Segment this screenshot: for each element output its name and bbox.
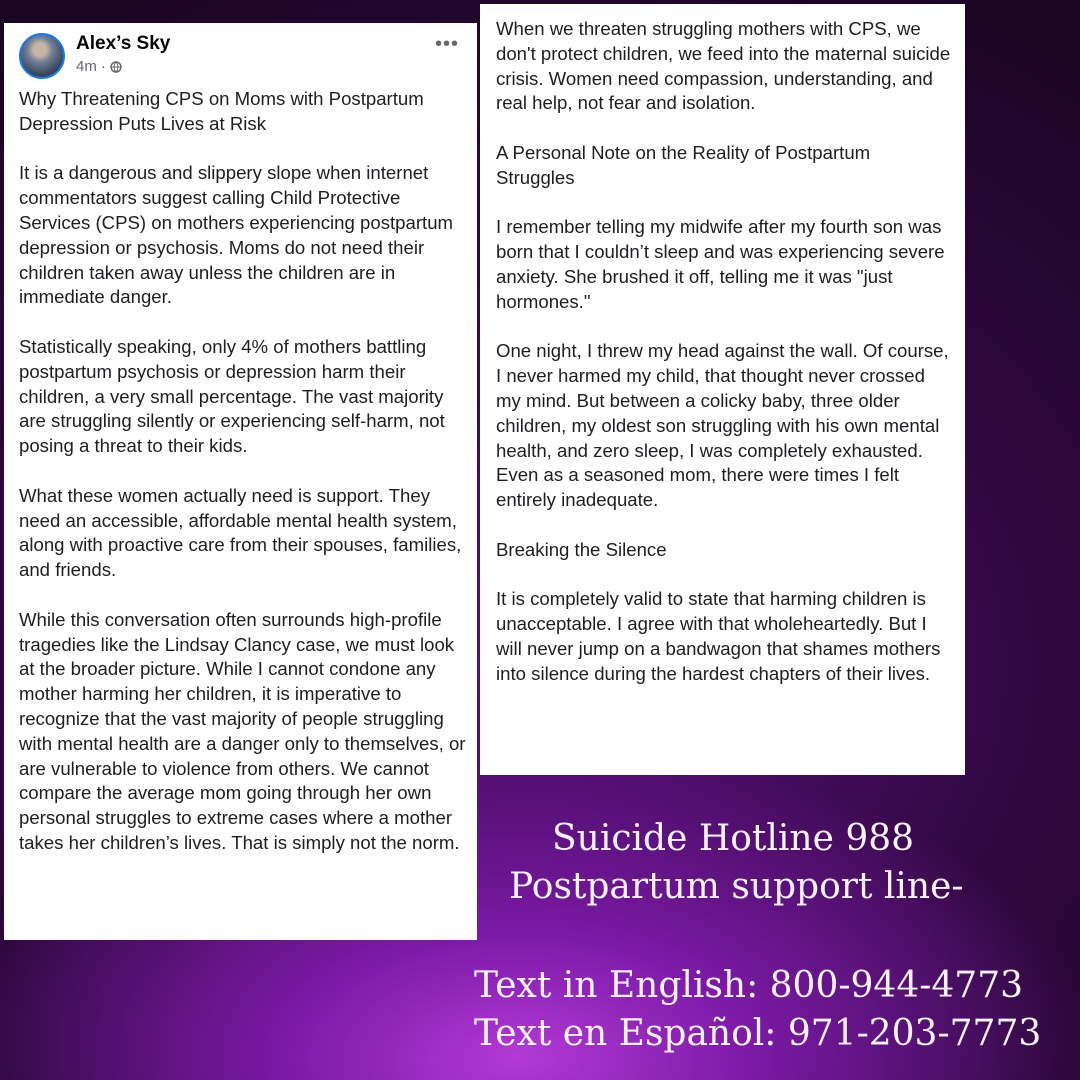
post-paragraph: It is completely valid to state that harming children is unacceptable. I agree with that wholeheartedly. But I will never jump on a bandwagon that shames mothers into silence during the hardest chapters of their lives. (496, 588, 941, 684)
post-paragraph: I remember telling my midwife after my fourth son was born that I couldn’t sleep and was experiencing severe anxiety. She brushed it off, telling me it was "just hormones." (496, 216, 945, 312)
post-body-left (19, 87, 467, 856)
postpartum-line-caption: Postpartum support line- (509, 866, 964, 907)
post-card-right (480, 4, 965, 775)
post-paragraph: One night, I threw my head against the wall. Of course, I never harmed my child, that thought never crossed my mind. But between a colicky baby, three older children, my oldest son struggling with his own mental health, and zero sleep, I was completely exhausted. Even as a seasoned mom, there were times I felt entirely inadequate. (496, 340, 949, 511)
more-options-icon[interactable]: ••• (434, 33, 459, 55)
section-heading: A Personal Note on the Reality of Postpartum Struggles (496, 141, 871, 188)
meta-separator: · (100, 58, 106, 75)
english-text-line-caption: Text in English: 800-944-4773 (474, 965, 1024, 1006)
post-header (19, 23, 467, 85)
post-card-left (4, 23, 477, 940)
globe-icon[interactable] (110, 61, 122, 73)
post-paragraph: It is a dangerous and slippery slope when internet commentators suggest calling Child Protective Services (CPS) on mothers experiencing postpartum depression or psychosis. Moms do not need their children taken away unless the children are in immediate danger. (19, 162, 454, 308)
post-body-right (496, 17, 951, 687)
spanish-text-line-caption: Text en Español: 971-203-7773 (474, 1013, 1042, 1054)
post-time[interactable]: 4m (76, 58, 97, 75)
post-paragraph: While this conversation often surrounds high-profile tragedies like the Lindsay Clancy case, we must look at the broader picture. While I cannot condone any mother harming her children, it is imperative to recognize that the vast majority of people struggling with mental health are a danger only to themselves, or are vulnerable to violence from others. We cannot compare the average mom going through her own personal struggles to extreme cases where a mother takes her children’s lives. That is simply not the norm. (19, 608, 466, 853)
section-heading: Breaking the Silence (496, 538, 667, 560)
post-meta (76, 58, 122, 75)
post-paragraph: Statistically speaking, only 4% of mothers battling postpartum psychosis or depression harm their children, a very small percentage. The vast majority are struggling silently or experiencing self-harm, not posing a threat to their kids. (19, 335, 445, 457)
post-paragraph: When we threaten struggling mothers with CPS, we don't protect children, we feed into the maternal suicide crisis. Women need compassion, understanding, and real help, not fear and isolation. (496, 18, 951, 114)
suicide-hotline-caption: Suicide Hotline 988 (552, 818, 915, 859)
post-paragraph: What these women actually need is support. They need an accessible, affordable mental health system, along with proactive care from their spouses, families, and friends. (19, 484, 462, 581)
avatar[interactable] (19, 33, 65, 79)
author-name[interactable]: Alex’s Sky (76, 33, 171, 54)
post-title: Why Threatening CPS on Moms with Postpartum Depression Puts Lives at Risk (19, 88, 424, 134)
